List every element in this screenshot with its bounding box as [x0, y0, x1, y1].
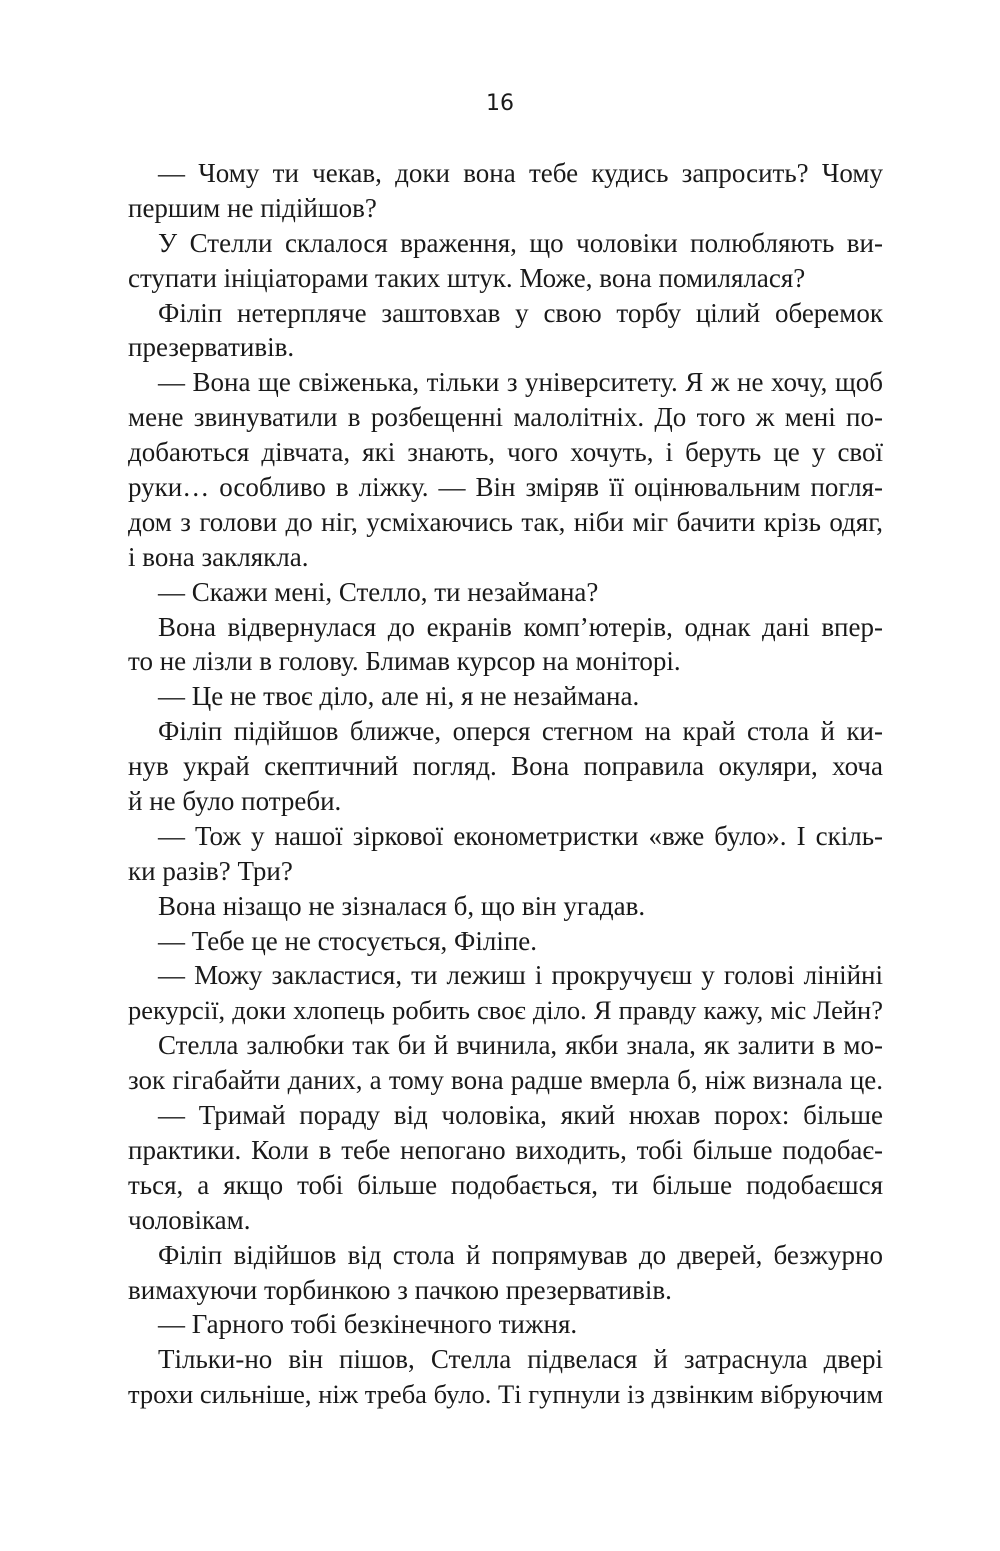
text-line: чоловікам. [128, 1204, 251, 1235]
text-line: — Можу закластися, ти лежиш і прокручуєш у голові лінійні [158, 960, 883, 991]
text-line: Філіп відійшов від стола й попрямував до дверей, безжурно [158, 1239, 883, 1270]
text-line: дом з голови до ніг, усміхаючись так, ніби міг бачити крізь одяг, [128, 506, 883, 537]
page-number: 16 [486, 91, 514, 116]
text-line: — Тебе це не стосується, Філіпе. [158, 925, 538, 956]
text-line: руки… особливо в ліжку. — Він зміряв її оцінювальним погля- [128, 472, 883, 503]
text-line: — Вона ще свіженька, тільки з університету. Я ж не хочу, щоб [158, 367, 883, 398]
text-line: — Скажи мені, Стелло, ти незаймана? [158, 576, 599, 607]
text-line: ки разів? Три? [128, 855, 293, 886]
text-line: Філіп підійшов ближче, оперся стегном на край стола й ки- [158, 716, 883, 747]
text-line: — Це не твоє діло, але ні, я не незаймана. [158, 681, 640, 712]
text-line: Вона відвернулася до екранів комп’ютерів, однак дані впер- [158, 611, 883, 642]
text-line: — Тримай пораду від чоловіка, який нюхав порох: більше [158, 1100, 883, 1131]
text-line: й не було потреби. [128, 786, 342, 817]
text-line: У Стелли склалося враження, що чоловіки полюбляють ви- [158, 227, 883, 258]
text-line: зок гігабайти даних, а тому вона радше вмерла б, ніж визнала це. [128, 1065, 883, 1096]
text-line: практики. Коли в тебе непогано виходить, тобі більше подобає- [128, 1134, 883, 1165]
text-line: і вона заклякла. [128, 541, 309, 572]
text-line: вимахуючи торбинкою з пачкою презервативів. [128, 1274, 672, 1305]
text-line: Тільки-но він пішов, Стелла підвелася й затраснула двері [158, 1344, 883, 1375]
text-line: — Чому ти чекав, доки вона тебе кудись запросить? Чому [158, 158, 883, 188]
text-line: презервативів. [128, 332, 295, 363]
text-line: рекурсії, доки хлопець робить своє діло. Я правду кажу, міс Лейн? [128, 995, 883, 1026]
text-line: Вона нізащо не зізналася б, що він угадав. [158, 890, 646, 921]
text-line: — Тож у нашої зіркової економетристки «вже було». І скіль- [158, 820, 883, 851]
text-line: — Гарного тобі безкінечного тижня. [158, 1309, 578, 1340]
text-line: Стелла залюбки так би й вчинила, якби знала, як залити в мо- [158, 1030, 883, 1061]
text-line: першим не підійшов? [128, 192, 377, 223]
text-line: добаються дівчата, які знають, чого хочуть, і беруть це у свої [128, 437, 883, 468]
text-line: то не лізли в голову. Блимав курсор на моніторі. [128, 646, 681, 677]
text-line: трохи сильніше, ніж треба було. Ті гупнули із дзвінким вібруючим [128, 1379, 883, 1410]
text-line: ться, а якщо тобі більше подобається, ти більше подобаєшся [128, 1169, 883, 1200]
body-text [128, 156, 883, 1412]
text-line: Філіп нетерпляче заштовхав у свою торбу цілий оберемок [158, 297, 883, 328]
text-line: нув украй скептичний погляд. Вона поправила окуляри, хоча [128, 751, 883, 782]
text-line: ступати ініціаторами таких штук. Може, вона помилялася? [128, 262, 806, 293]
text-line: мене звинуватили в розбещенні малолітніх. До того ж мені по- [128, 402, 883, 433]
